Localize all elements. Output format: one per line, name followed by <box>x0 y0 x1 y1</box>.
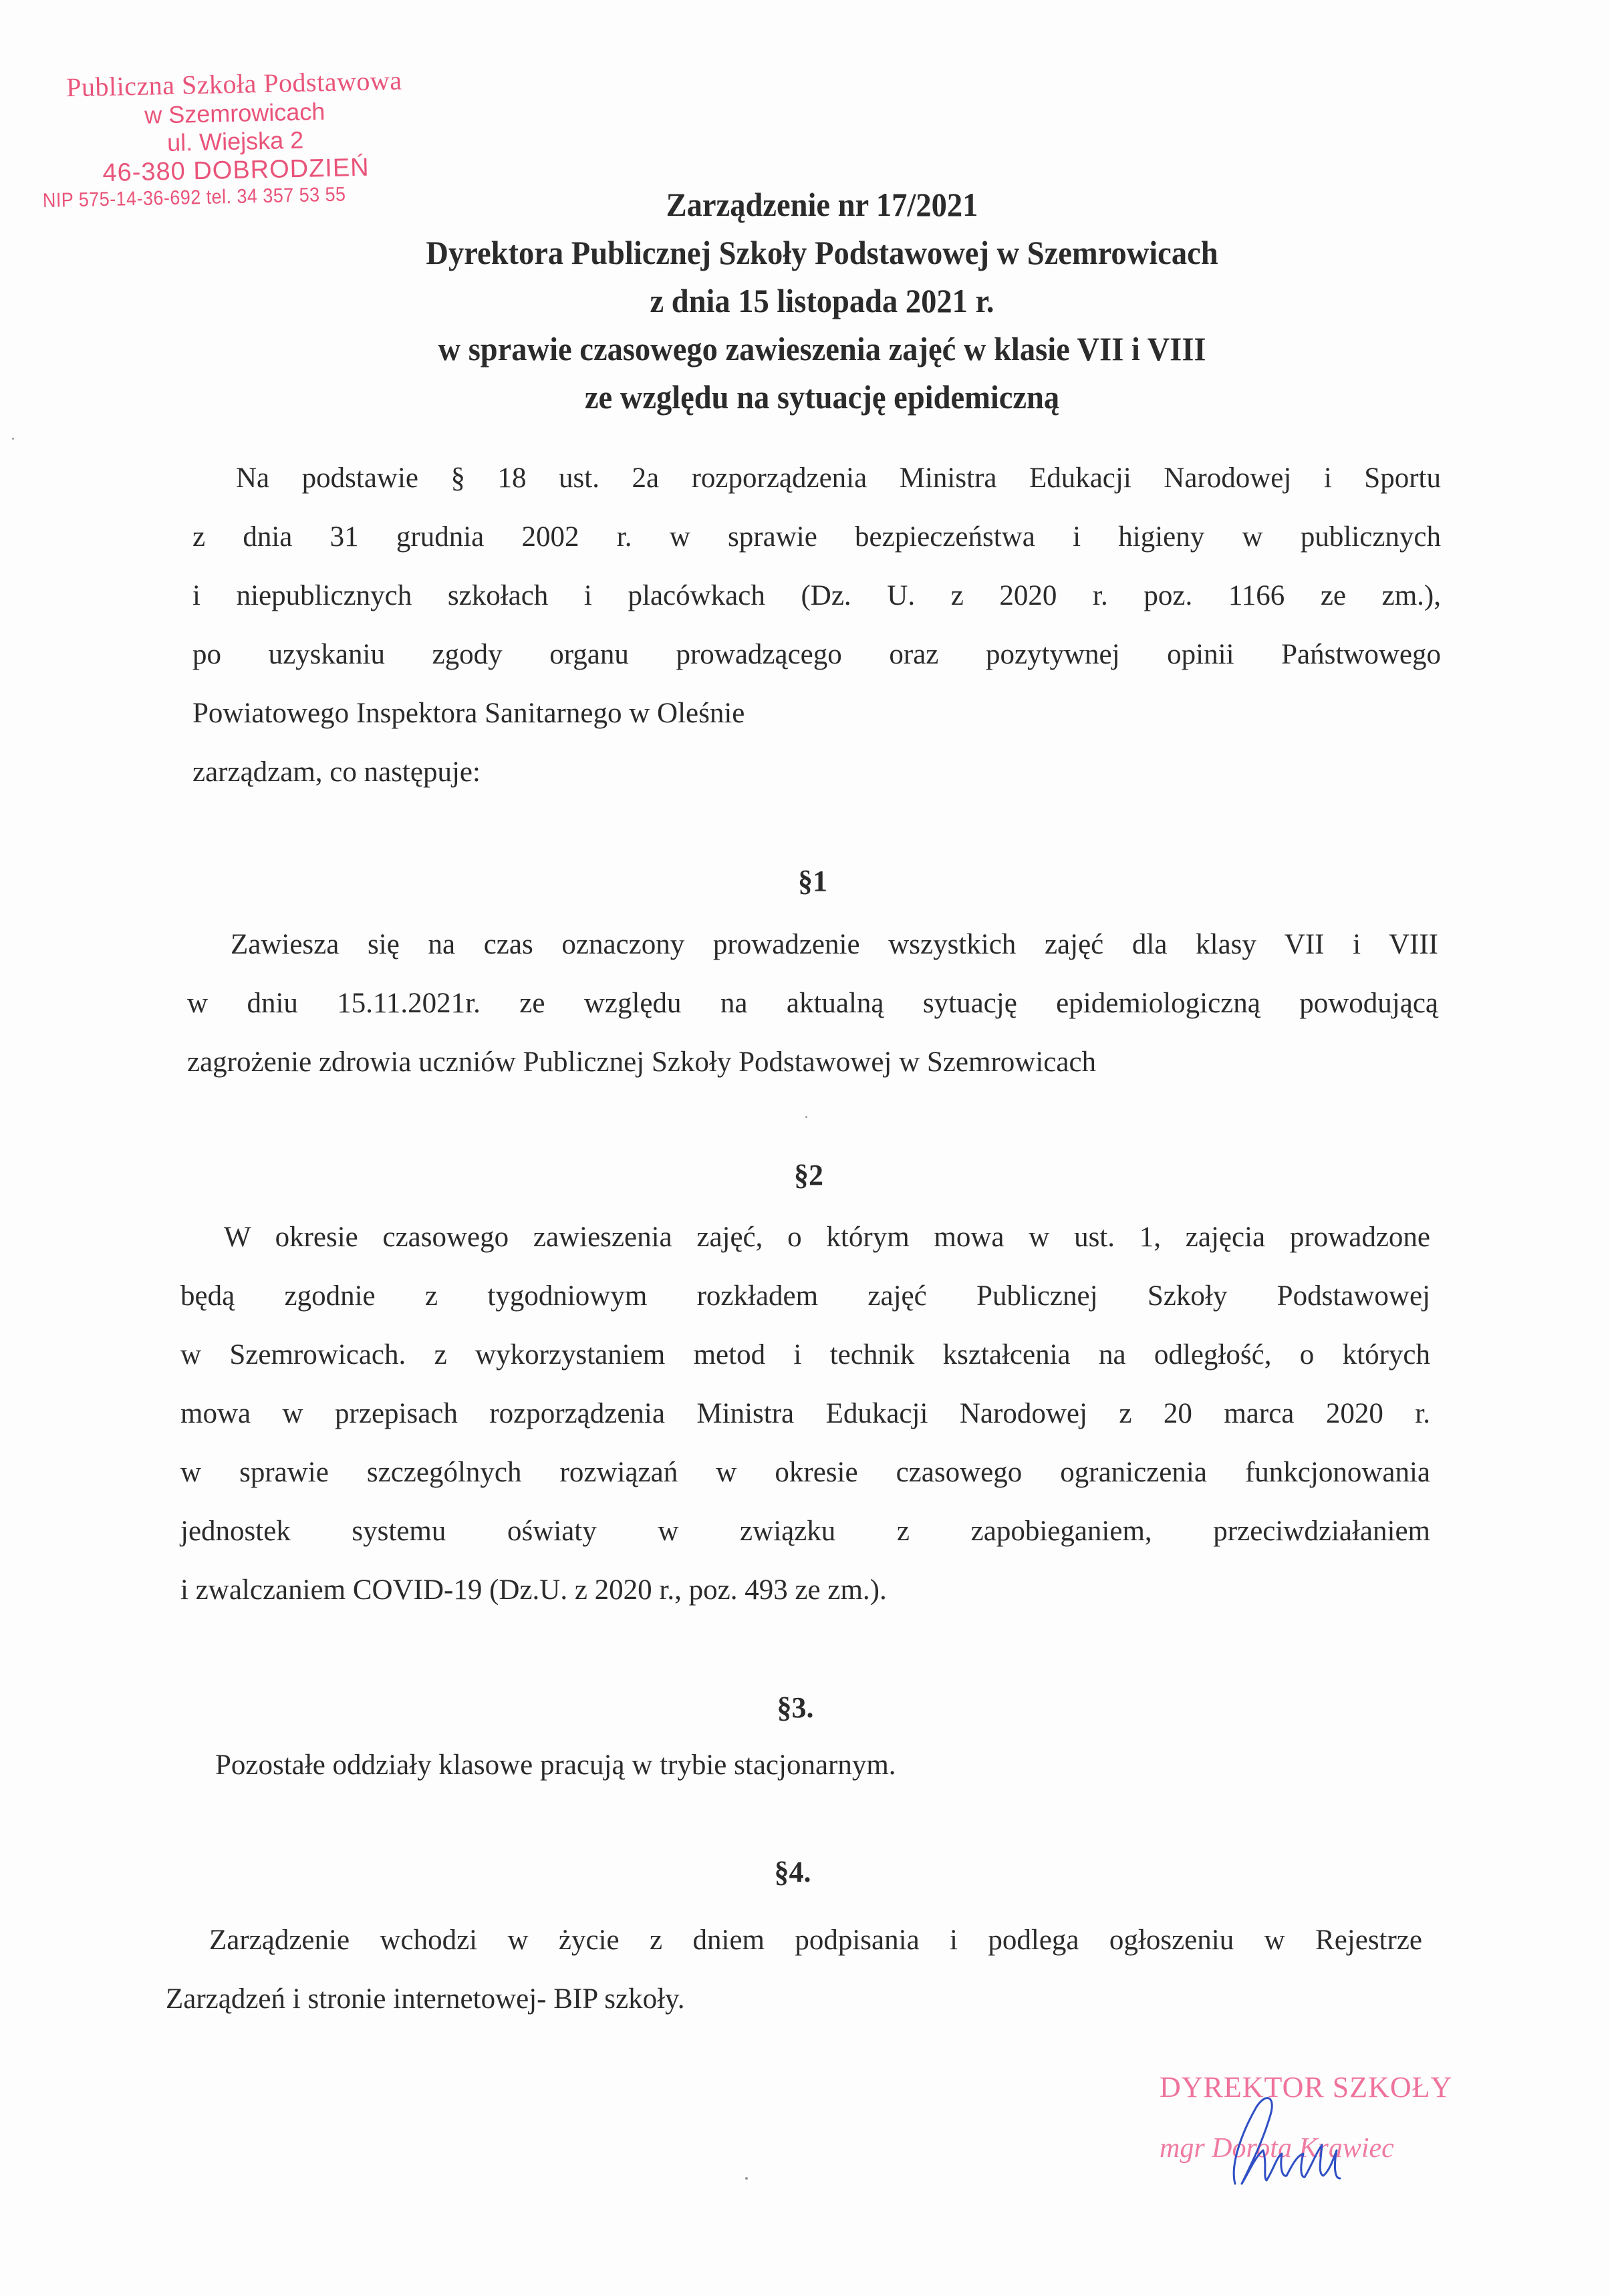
paragraph-line: w sprawie szczególnych rozwiązań w okresie czasowego ograniczenia funkcjonowania <box>180 1457 1430 1488</box>
section-3-text <box>215 1736 1151 1795</box>
paragraph-line: jednostek systemu oświaty w związku z zapobieganiem, przeciwdziałaniem <box>180 1516 1430 1547</box>
title-decree-number: Zarządzenie nr 17/2021 <box>666 186 978 223</box>
paragraph-line: i niepublicznych szkołach i placówkach (Dz. U. z 2020 r. poz. 1166 ze zm.), <box>192 580 1441 611</box>
paragraph-line: mowa w przepisach rozporządzenia Ministra Edukacji Narodowej z 20 marca 2020 r. <box>180 1398 1430 1429</box>
paragraph-line: W okresie czasowego zawieszenia zajęć, o którym mowa w ust. 1, zajęcia prowadzone <box>224 1222 1430 1253</box>
decree-clause: zarządzam, co następuje: <box>192 756 481 788</box>
section-3-heading: §3. <box>777 1691 814 1724</box>
document-title <box>254 180 1390 421</box>
legal-basis-paragraph <box>192 449 1441 802</box>
stamp-nip-phone: NIP 575-14-36-692 tel. 34 357 53 55 <box>42 183 346 212</box>
section-1-heading: §1 <box>798 865 827 897</box>
paragraph-line: w Szemrowicach. z wykorzystaniem metod i technik kształcenia na odległość, o których <box>180 1339 1430 1371</box>
section-2-heading: §2 <box>794 1159 823 1191</box>
director-title: DYREKTOR SZKOŁY <box>1160 2071 1453 2104</box>
signature-stroke <box>1234 2098 1340 2184</box>
stamp-postal-city: 46-380 DOBRODZIEŃ <box>102 153 370 188</box>
section-1-text <box>187 915 1438 1092</box>
paragraph-line: i zwalczaniem COVID-19 (Dz.U. z 2020 r., poz. 493 ze zm.). <box>180 1574 887 1606</box>
stamp-school-name: Publiczna Szkoła Podstawowa <box>65 65 402 103</box>
section-4-text <box>166 1911 1422 2029</box>
paragraph-line: będą zgodnie z tygodniowym rozkładem zajęć Publicznej Szkoły Podstawowej <box>180 1280 1430 1312</box>
paragraph-line: Pozostałe oddziały klasowe pracują w trybie stacjonarnym. <box>215 1749 896 1781</box>
paragraph-line: Na podstawie § 18 ust. 2a rozporządzenia Ministra Edukacji Narodowej i Sportu <box>236 462 1441 494</box>
stamp-street: ul. Wiejska 2 <box>166 126 304 157</box>
paragraph-line: Zarządzeń i stronie internetowej- BIP szkoły. <box>166 1983 685 2015</box>
title-subject: w sprawie czasowego zawieszenia zajęć w klasie VII i VIII <box>438 330 1206 368</box>
handwritten-signature <box>1203 2090 1357 2190</box>
director-name: mgr Dorota Krawiec <box>1160 2133 1394 2164</box>
paragraph-line: Zarządzenie wchodzi w życie z dniem podpisania i podlega ogłoszeniu w Rejestrze <box>209 1924 1422 1956</box>
title-date: z dnia 15 listopada 2021 r. <box>650 282 994 319</box>
paragraph-line: w dniu 15.11.2021r. ze względu na aktualną sytuację epidemiologiczną powodującą <box>187 988 1438 1019</box>
title-issuer: Dyrektora Publicznej Szkoły Podstawowej w Szemrowicach <box>426 234 1218 271</box>
scan-speck <box>12 438 14 440</box>
paragraph-line: po uzyskaniu zgody organu prowadzącego oraz pozytywnej opinii Państwowego <box>192 639 1441 670</box>
paragraph-line: Powiatowego Inspektora Sanitarnego w Oleśnie <box>192 698 745 729</box>
title-reason: ze względu na sytuację epidemiczną <box>584 378 1060 416</box>
paragraph-line: zagrożenie zdrowia uczniów Publicznej Szkoły Podstawowej w Szemrowicach <box>187 1046 1097 1078</box>
paragraph-line: z dnia 31 grudnia 2002 r. w sprawie bezpieczeństwa i higieny w publicznych <box>192 521 1441 553</box>
section-2-text <box>180 1208 1430 1620</box>
scan-speck <box>745 2177 748 2180</box>
scan-speck <box>805 1116 807 1118</box>
paragraph-line: Zawiesza się na czas oznaczony prowadzenie wszystkich zajęć dla klasy VII i VIII <box>231 929 1438 960</box>
stamp-locality: w Szemrowicach <box>144 98 325 129</box>
section-4-heading: §4. <box>774 1856 811 1888</box>
